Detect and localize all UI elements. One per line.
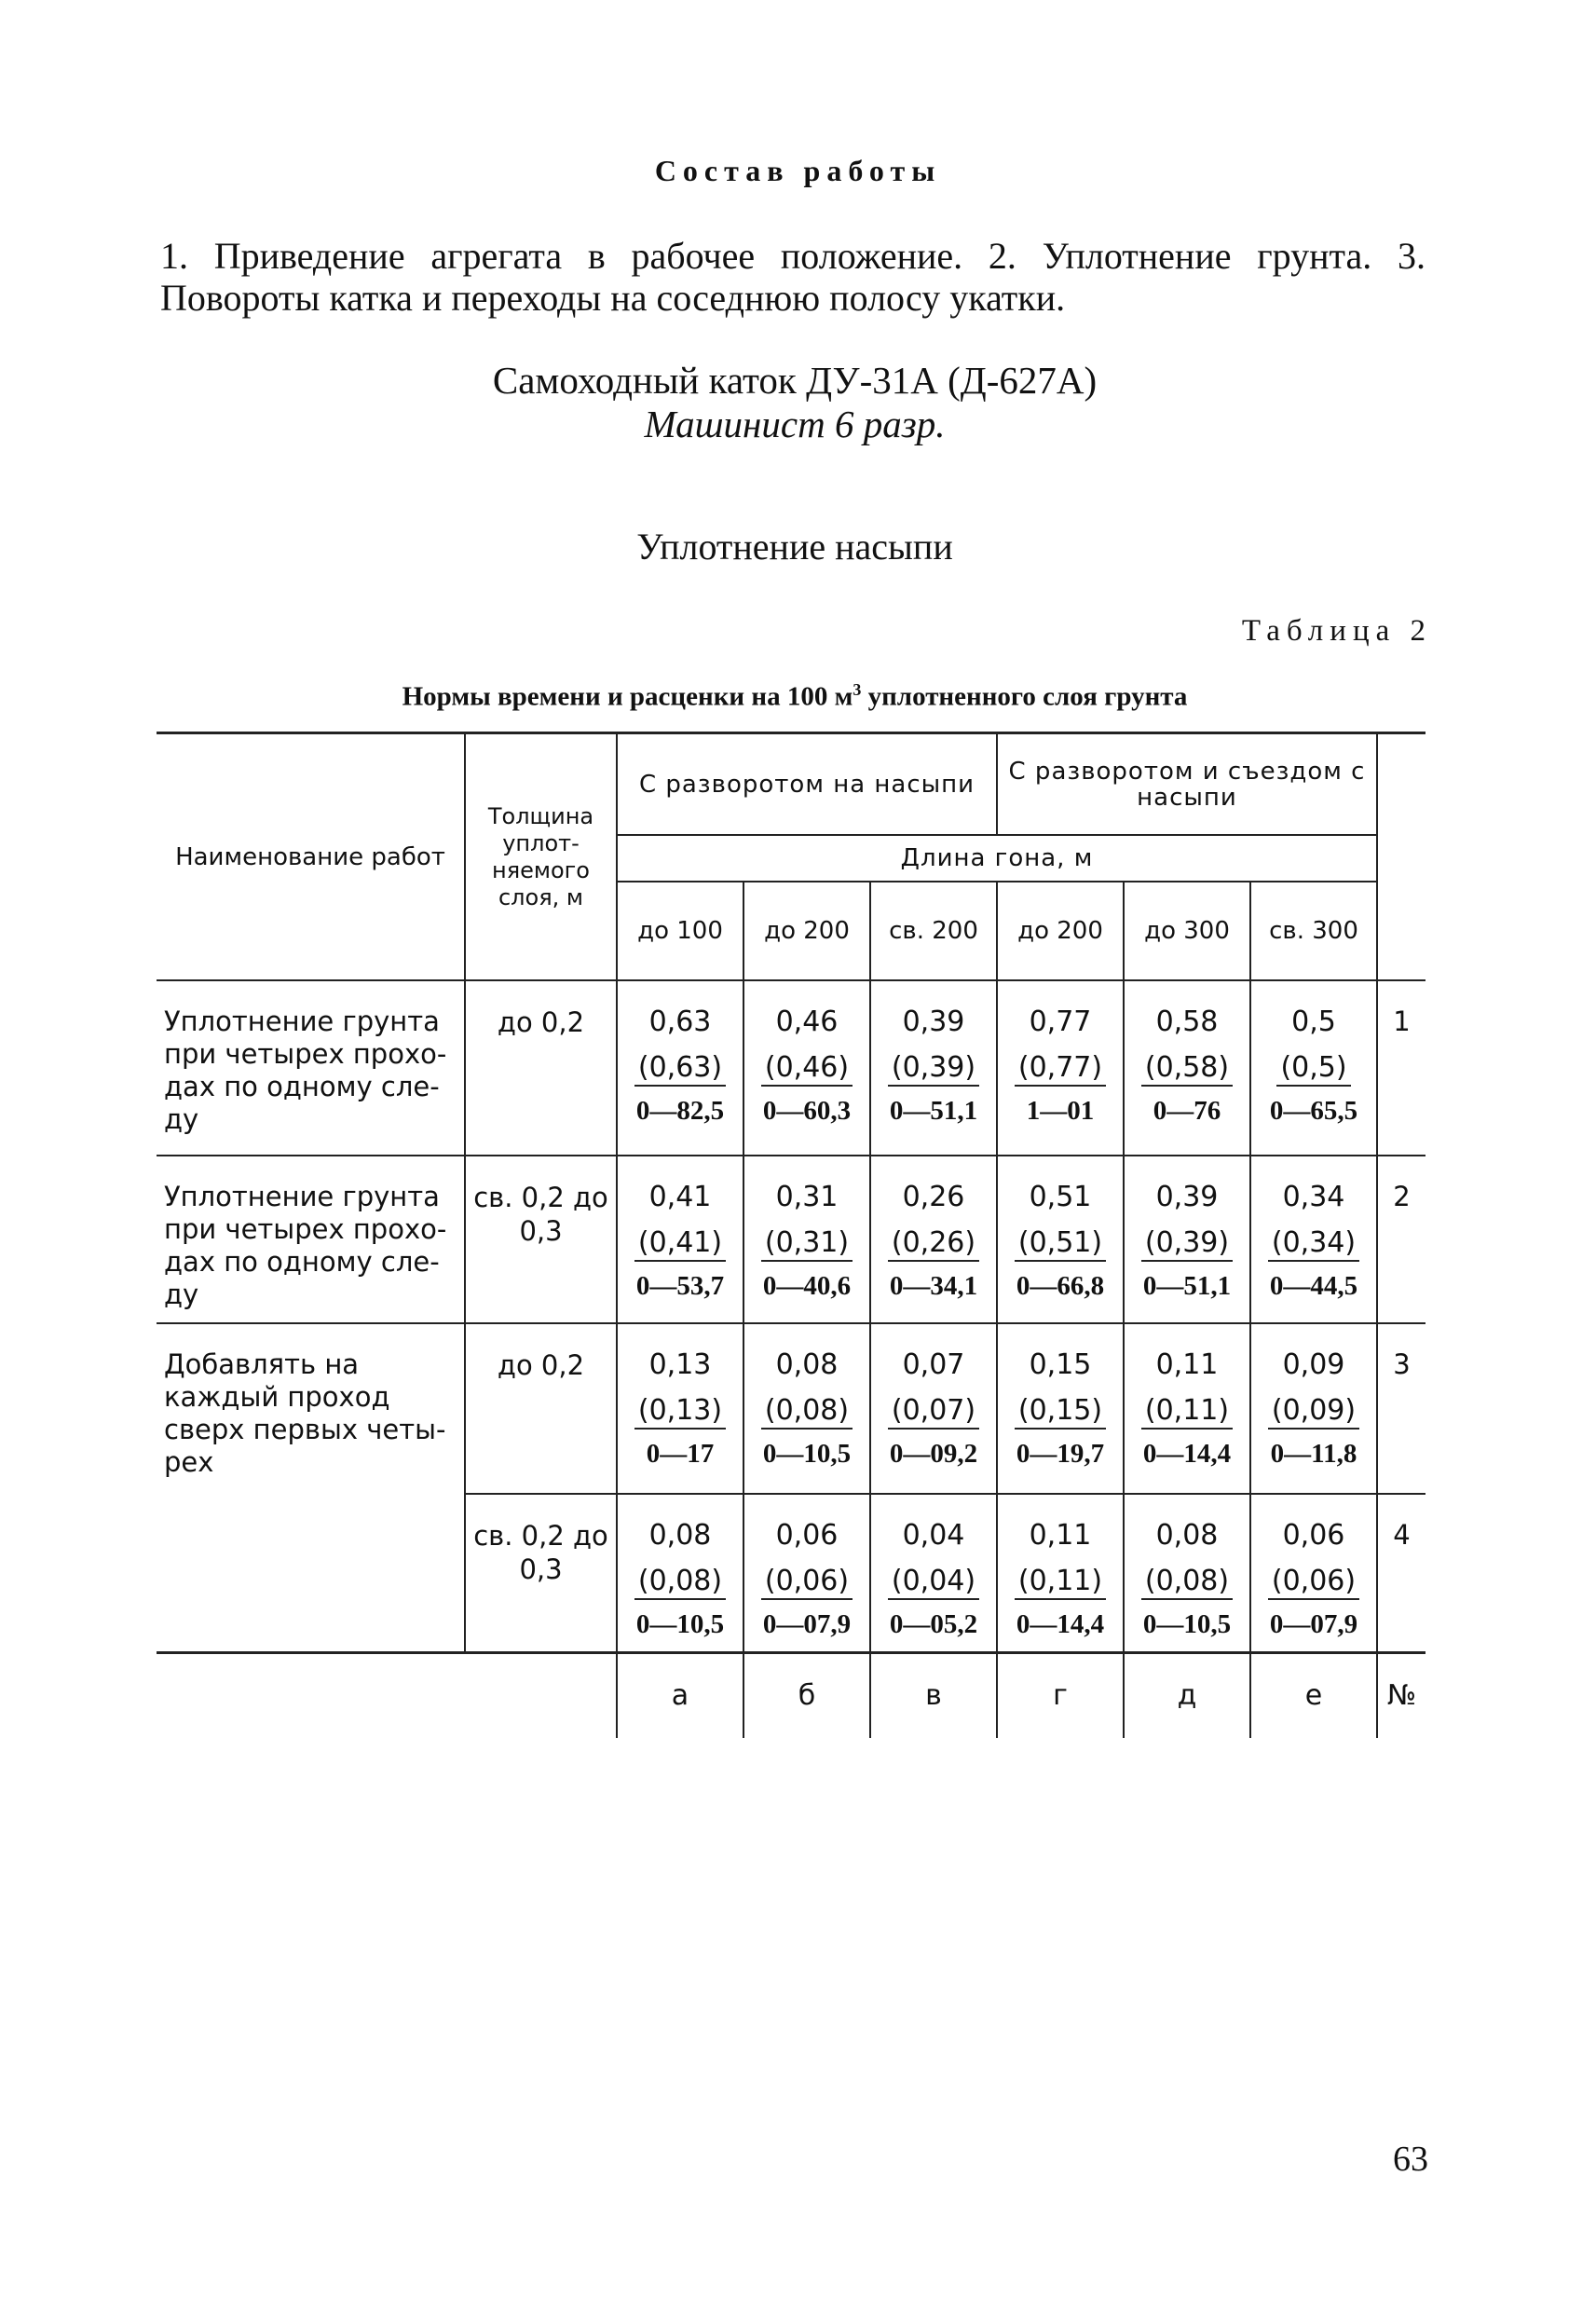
header-range: до 100 [617, 882, 743, 980]
page-number: 63 [1393, 2140, 1428, 2179]
time-norm-alt: (0,46) [761, 1053, 853, 1087]
price: 0—11,8 [1270, 1439, 1357, 1469]
column-letter: е [1250, 1652, 1377, 1738]
table-number: Таблица 2 [1241, 614, 1432, 648]
time-norm: 0,58 [1155, 1006, 1219, 1038]
time-norm: 0,08 [775, 1348, 839, 1381]
table-cell [617, 1156, 743, 1323]
table-cell [1124, 980, 1250, 1156]
time-norm: 0,51 [1029, 1181, 1092, 1213]
header-length: Длина гона, м [617, 835, 1377, 882]
table-cell [997, 980, 1124, 1156]
time-norm: 0,77 [1029, 1006, 1092, 1038]
row-work-name: Уплотнение грунта при четырех прохо-дах по одному сле-ду [157, 980, 465, 1156]
letters-blank [157, 1652, 465, 1738]
price: 0—05,2 [889, 1609, 978, 1639]
price: 0—14,4 [1142, 1439, 1232, 1469]
table-cell [1124, 1323, 1250, 1494]
time-norm-alt: (0,51) [1015, 1228, 1106, 1262]
price: 0—07,9 [762, 1609, 852, 1639]
row-number: 3 [1377, 1323, 1425, 1494]
price: 0—07,9 [1269, 1609, 1358, 1639]
time-norm-alt: (0,06) [1268, 1566, 1359, 1600]
caption-superscript: 3 [853, 680, 862, 699]
price: 0—10,5 [762, 1439, 852, 1469]
machine-title: Самоходный каток ДУ-31А (Д-627А) [492, 359, 1098, 402]
table-cell [743, 1156, 870, 1323]
caption-prefix: Нормы времени и расценки на 100 м [402, 681, 853, 712]
time-norm-alt: (0,13) [634, 1396, 726, 1430]
time-norm-alt: (0,11) [1015, 1566, 1106, 1600]
header-group-turn: С разворотом на насыпи [617, 733, 997, 836]
time-norm-alt: (0,09) [1268, 1396, 1359, 1430]
time-norm-alt: (0,08) [1141, 1566, 1233, 1600]
column-letter: б [743, 1652, 870, 1738]
table-caption [0, 680, 1589, 713]
time-norm: 0,26 [902, 1181, 965, 1213]
operator-line: Машинист 6 разр. [644, 403, 946, 445]
table-cell [743, 1323, 870, 1494]
time-norm-alt: (0,07) [888, 1396, 979, 1430]
time-norm: 0,07 [902, 1348, 965, 1381]
price: 0—19,7 [1016, 1439, 1105, 1469]
table-cell [1124, 1494, 1250, 1652]
column-letter: г [997, 1652, 1124, 1738]
time-norm-alt: (0,41) [634, 1228, 726, 1262]
time-norm-alt: (0,08) [634, 1566, 726, 1600]
time-norm: 0,06 [775, 1519, 839, 1552]
price: 0—82,5 [635, 1096, 725, 1126]
table-cell [1250, 980, 1377, 1156]
caption-suffix: уплотненного слоя грунта [861, 681, 1188, 712]
time-norm-alt: (0,39) [888, 1053, 979, 1087]
letters-blank [465, 1652, 617, 1738]
row-thickness: св. 0,2 до 0,3 [465, 1494, 617, 1652]
table-cell [1250, 1156, 1377, 1323]
time-norm-alt: (0,26) [888, 1228, 979, 1262]
time-norm-alt: (0,11) [1141, 1396, 1233, 1430]
time-norm: 0,46 [775, 1006, 839, 1038]
header-number-blank [1377, 733, 1425, 981]
price: 1—01 [1026, 1096, 1095, 1126]
header-range: до 200 [743, 882, 870, 980]
price: 0—10,5 [1142, 1609, 1232, 1639]
time-norm-alt: (0,63) [634, 1053, 726, 1087]
time-norm-alt: (0,15) [1015, 1396, 1106, 1430]
column-letter: а [617, 1652, 743, 1738]
price: 0—10,5 [635, 1609, 725, 1639]
table-cell [617, 1323, 743, 1494]
time-norm-alt: (0,39) [1141, 1228, 1233, 1262]
row-thickness: до 0,2 [465, 980, 617, 1156]
row-thickness: св. 0,2 до 0,3 [465, 1156, 617, 1323]
composition-heading: Состав работы [654, 154, 942, 187]
time-norm: 0,34 [1282, 1181, 1345, 1213]
table-cell [870, 1156, 997, 1323]
time-norm: 0,41 [648, 1181, 712, 1213]
table-cell [997, 1323, 1124, 1494]
price: 0—60,3 [762, 1096, 852, 1126]
time-norm: 0,5 [1291, 1006, 1336, 1038]
row-number: 1 [1377, 980, 1425, 1156]
header-range: до 200 [997, 882, 1124, 980]
header-range: св. 200 [870, 882, 997, 980]
price: 0—51,1 [1142, 1271, 1232, 1301]
time-norm: 0,63 [648, 1006, 712, 1038]
price: 0—66,8 [1016, 1271, 1105, 1301]
time-norm: 0,39 [902, 1006, 965, 1038]
table-cell [743, 1494, 870, 1652]
time-norm: 0,09 [1282, 1348, 1345, 1381]
work-steps-paragraph: 1. Приведение агрегата в рабочее положение. 2. Уплотнение грунта. 3. Повороты катка и переходы на соседнюю полосу укатки. [160, 235, 1425, 319]
price: 0—09,2 [889, 1439, 978, 1469]
price: 0—65,5 [1269, 1096, 1358, 1126]
price: 0—40,6 [762, 1271, 852, 1301]
number-column-label: № [1377, 1652, 1425, 1738]
time-norm-alt: (0,58) [1141, 1053, 1233, 1087]
header-thickness: Толщина уплот-няемого слоя, м [465, 733, 617, 981]
table-cell [617, 980, 743, 1156]
row-work-name: Добавлять на каждый проход сверх первых четы-рех [157, 1323, 465, 1652]
price: 0—14,4 [1016, 1609, 1105, 1639]
row-number: 2 [1377, 1156, 1425, 1323]
header-work-name: Наименование работ [157, 733, 465, 981]
time-norm: 0,04 [902, 1519, 965, 1552]
price: 0—76 [1153, 1096, 1221, 1126]
time-norm-alt: (0,77) [1015, 1053, 1106, 1087]
section-title: Уплотнение насыпи [636, 526, 953, 568]
time-norm-alt: (0,5) [1276, 1053, 1350, 1087]
time-norm: 0,08 [1155, 1519, 1219, 1552]
price: 0—34,1 [889, 1271, 978, 1301]
header-group-turn-exit: С разворотом и съездом с насыпи [997, 733, 1377, 836]
table-cell [870, 1494, 997, 1652]
price: 0—44,5 [1269, 1271, 1358, 1301]
table-cell [1250, 1494, 1377, 1652]
table-cell [1124, 1156, 1250, 1323]
time-norm-alt: (0,08) [761, 1396, 853, 1430]
norms-table [157, 732, 1425, 1738]
header-range: до 300 [1124, 882, 1250, 980]
row-work-name: Уплотнение грунта при четырех прохо-дах по одному сле-ду [157, 1156, 465, 1323]
table-cell [997, 1156, 1124, 1323]
price: 0—53,7 [635, 1271, 725, 1301]
time-norm: 0,08 [648, 1519, 712, 1552]
time-norm-alt: (0,31) [761, 1228, 853, 1262]
time-norm: 0,13 [648, 1348, 712, 1381]
price: 0—17 [646, 1439, 715, 1469]
table-cell [617, 1494, 743, 1652]
time-norm: 0,39 [1155, 1181, 1219, 1213]
time-norm: 0,11 [1155, 1348, 1219, 1381]
table-cell [870, 1323, 997, 1494]
row-number: 4 [1377, 1494, 1425, 1652]
time-norm: 0,15 [1029, 1348, 1092, 1381]
time-norm-alt: (0,04) [888, 1566, 979, 1600]
row-thickness: до 0,2 [465, 1323, 617, 1494]
time-norm: 0,06 [1282, 1519, 1345, 1552]
table-cell [997, 1494, 1124, 1652]
header-range: св. 300 [1250, 882, 1377, 980]
table-cell [870, 980, 997, 1156]
time-norm-alt: (0,34) [1268, 1228, 1359, 1262]
time-norm-alt: (0,06) [761, 1566, 853, 1600]
time-norm: 0,11 [1029, 1519, 1092, 1552]
table-cell [743, 980, 870, 1156]
column-letter: в [870, 1652, 997, 1738]
time-norm: 0,31 [775, 1181, 839, 1213]
column-letter: д [1124, 1652, 1250, 1738]
price: 0—51,1 [889, 1096, 978, 1126]
table-cell [1250, 1323, 1377, 1494]
